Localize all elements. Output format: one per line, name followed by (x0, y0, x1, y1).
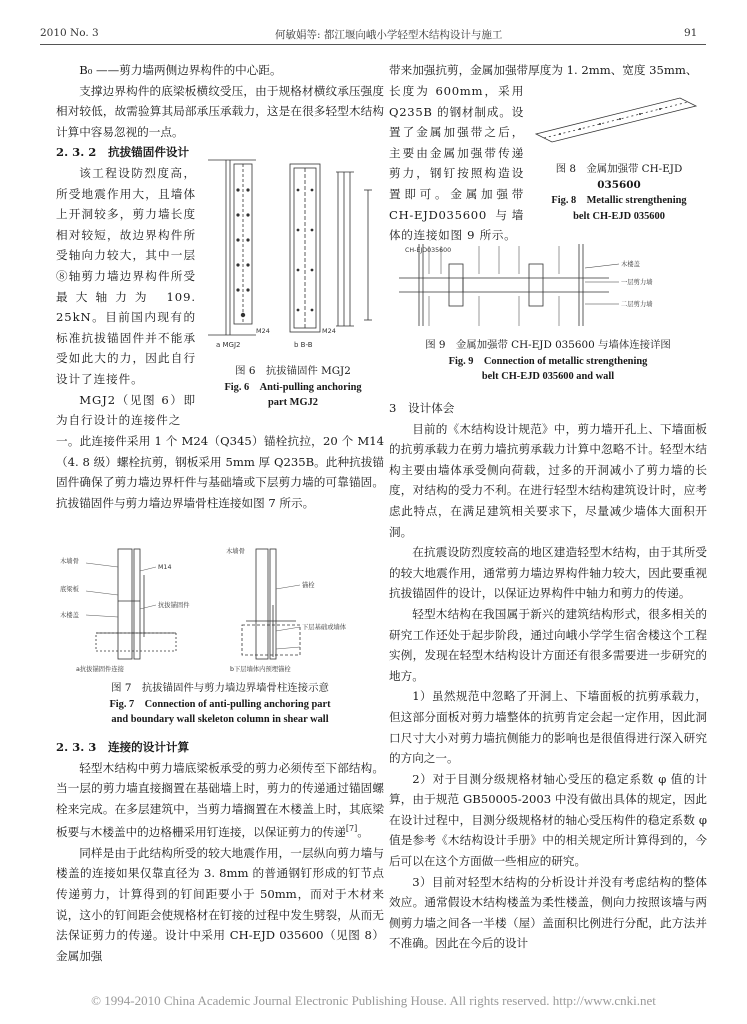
fig9-label-wall-2: 二层剪力墙 (621, 301, 653, 308)
b0-definition: B₀ ——剪力墙两侧边界构件的中心距。 (79, 63, 282, 77)
figure-9 (389, 238, 707, 388)
running-title: 何敏娟等: 都江堰向峨小学轻型木结构设计与施工 (275, 29, 503, 41)
paragraph-anchor-design: 该工程设防烈度高，所受地震作用大，且墙体上开洞较多，剪力墙长度相对较短，故边界构件所受轴向力较大，其中一层⑧轴剪力墙边界构件所受最大轴力为 109. 25kN。目前国内现有的标准抗拔锚固件并不能承受如此大的力，因此自行设计了连接件。 (56, 166, 196, 386)
figure-9-caption-en-1: Fig. 9 Connection of metallic strengthening (448, 355, 648, 367)
page-number: 91 (684, 27, 698, 39)
figure-9-drawing (389, 238, 707, 330)
citation-7: [7] (345, 824, 358, 834)
fig6-bolt-label-a: M24 (256, 327, 270, 335)
paragraph-research-needs: 轻型木结构在我国属于新兴的建筑结构形式，很多相关的研究工作还处于起步阶段，通过向峨小学学生宿舍楼这个工程实例，发现在轻型木结构设计方面还有很多需要进一步研究的地方。 (389, 606, 707, 683)
figure-8-caption-en-1: Fig. 8 Metallic strengthening (551, 195, 687, 206)
section-heading-2-3-3: 2. 3. 3 连接的设计计算 (56, 740, 190, 754)
section-heading-2-3-2: 2. 3. 2 抗拔锚固件设计 (56, 145, 190, 160)
copyright-footer: © 1994-2010 China Academic Journal Electronic Publishing House. All rights reserved. http://www.cnki.net (91, 993, 656, 1008)
fig6-label-b: b B-B (294, 341, 313, 349)
fig9-label-wall-1: 一层剪力墙 (621, 279, 653, 286)
paragraph-mgj2-detail: 一。此连接件采用 1 个 M24（Q345）锚栓抗拉，20 个 M14（4. 8 级）螺栓抗剪，钢板采用 5mm 厚 Q235B。此种抗拔锚固件确保了剪力墙边界杆件与基础墙或下层剪力墙的可靠锚固。抗拔锚固件与剪力墙边界墙骨柱连接如图 7 所示。 (56, 434, 384, 510)
figure-7-drawing (56, 545, 384, 675)
left-column-top (56, 60, 384, 163)
fig9-label-floor: 木楼盖 (621, 261, 640, 268)
fig7-label-stud-b: 木墙骨 (226, 548, 245, 555)
figure-6-caption-en-2: part MGJ2 (268, 397, 318, 408)
paragraph-item-2: 2）对于目测分级规格材轴心受压的稳定系数 φ 值的计算，由于规范 GB50005-2003 中没有做出具体的规定，因此在设计过程中，目测分级规格材的轴心受压构件的稳定系数 φ 值是参考《木结构设计手册》中的相关规定所计算得到的，今后可以在这个方面做一些相应的研究。 (389, 771, 707, 869)
figure-6-drawing (198, 150, 388, 350)
figure-9-caption-en-2: belt CH-EJD 035600 and wall (481, 371, 615, 382)
fig7-label-sill-plate: 底梁板 (60, 586, 79, 593)
figure-8-caption-cn-2: 035600 (597, 178, 641, 191)
paragraph-item-1: 1）虽然规范中忽略了开洞上、下墙面板的抗剪承载力，但这部分面板对剪力墙整体的抗剪肯定会起一定作用，因此洞口尺寸大小对剪力墙抗侧能力的影响也是很值得进行深入研究的方向之一。 (389, 689, 707, 766)
paragraph-belt-spec-a: 带来加强抗剪，金属加强带厚度为 1. 2mm、宽度 35mm、 (389, 63, 698, 77)
left-column-mid (56, 431, 384, 513)
figure-9-caption-cn: 图 9 金属加强带 CH-EJD 035600 与墙体连接详图 (425, 339, 671, 351)
paragraph-mgj2-intro: MGJ2（见图 6）即为自行设计的连接件之 (56, 392, 196, 428)
fig7-label-anchor-part: 抗拔锚固件 (158, 602, 190, 609)
fig7-label-stud: 木墙骨 (60, 558, 79, 565)
paragraph-code-openings: 目前的《木结构设计规范》中，剪力墙开孔上、下墙面板的抗剪承载力在剪力墙抗剪承载力计算中忽略不计。轻型木结构主要由墙体承受侧向荷载，过多的开洞减小了剪力墙的长度，对结构的受力不利。在进行轻型木结构建筑设计时，应考虑此特点，在满足建筑相关要求下，尽量减少墙体大面积开洞。 (389, 421, 707, 539)
figure-8-caption-en-2: belt CH-EJD 035600 (573, 210, 665, 222)
paragraph-item-3: 3）目前对轻型木结构的分析设计并没有考虑结构的整体效应。通常假设木结构楼盖为柔性楼盖，侧向力按照该墙与两侧剪力墙之间各一半楼（屋）盖面积比例进行分配，此方法并不准确。因此在今后的设计 (389, 874, 707, 951)
fig7-label-anchor-bolt: 锚栓 (302, 582, 315, 589)
figure-8-drawing (530, 84, 708, 152)
left-column-bottom (56, 737, 384, 966)
figure-8 (530, 84, 708, 234)
fig9-label-belt: CH-EJD035600 (405, 247, 452, 254)
left-column-narrow (56, 163, 196, 431)
fig6-label-a: a MGJ2 (216, 341, 241, 349)
paragraph-shear-transfer: 轻型木结构中剪力墙底梁板承受的剪力必须传至下部结构。当一层的剪力墙直接搁置在基础墙上时，剪力的传递通过锚固螺栓来完成。在多层建筑中，当剪力墙搁置在木楼盖上时，其底梁板要与木楼盖中的边格栅采用钉连接，以保证剪力的传递[7]。 (56, 760, 384, 840)
fig7-label-b: b下层墙体内预埋锚栓 (230, 666, 291, 673)
paragraph-seismic-anchor: 在抗震设防烈度较高的地区建造轻型木结构，由于其所受的较大地震作用，通常剪力墙边界构件轴力较大，因此要重视抗拔锚固件的设计，以保证边界构件中轴力和剪力的传递。 (389, 545, 707, 601)
figure-6 (198, 150, 388, 408)
paragraph-local-bearing: 支撑边界构件的底梁板横纹受压，由于规格材横纹承压强度相对较低，故需验算其局部承压承载力，这是在很多轻型木结构计算中容易忽视的一点。 (56, 83, 384, 139)
right-column-top-line (389, 60, 707, 81)
fig7-label-lower-wall: 下层基础或墙体 (302, 624, 347, 631)
fig7-label-a: a抗拔锚固件连接 (76, 666, 124, 673)
figure-7-caption-cn: 图 7 抗拔锚固件与剪力墙边界墙骨柱连接示意 (111, 682, 329, 694)
fig7-label-wood-floor: 木楼盖 (60, 612, 79, 619)
journal-issue: 2010 No. 3 (40, 27, 99, 39)
figure-7-caption-en-1: Fig. 7 Connection of anti-pulling anchoring part (109, 698, 331, 710)
right-column-bottom (389, 398, 707, 954)
figure-6-caption-en-1: Fig. 6 Anti-pulling anchoring (224, 381, 362, 393)
header-rule (40, 44, 706, 45)
fig6-bolt-label-b: M24 (322, 327, 336, 335)
figure-7-caption-en-2: and boundary wall skeleton column in shear wall (111, 714, 329, 725)
section-heading-3: 3 设计体会 (389, 401, 455, 415)
figure-7 (56, 545, 384, 725)
figure-6-caption-cn: 图 6 抗拔锚固件 MGJ2 (235, 365, 351, 377)
paragraph-nail-spacing: 同样是由于此结构所受的较大地震作用，一层纵向剪力墙与楼盖的连接如果仅靠直径为 3. 8mm 的普通钢钉形成的钉节点传递剪力，计算得到的钉间距要小于 50mm，而对于木材来说，这小的钉间距会使规格材在钉接的过程中发生劈裂，从而无法保证剪力的传递。设计中采用 CH-EJD 035600（见图 8）金属加强 (56, 845, 384, 963)
fig7-label-m14: M14 (158, 564, 172, 571)
right-column-narrow (389, 81, 524, 246)
paragraph-belt-spec-b: 长度为 600mm，采用 Q235B 的钢材制成。设置了金属加强带之后，主要由金属加强带传递剪力，钢钉按照构造设置即可。金属加强带 CH-EJD035600 与墙体的连接如图 9 所示。 (389, 84, 524, 243)
figure-8-caption-cn: 图 8 金属加强带 CH-EJD (555, 163, 683, 175)
